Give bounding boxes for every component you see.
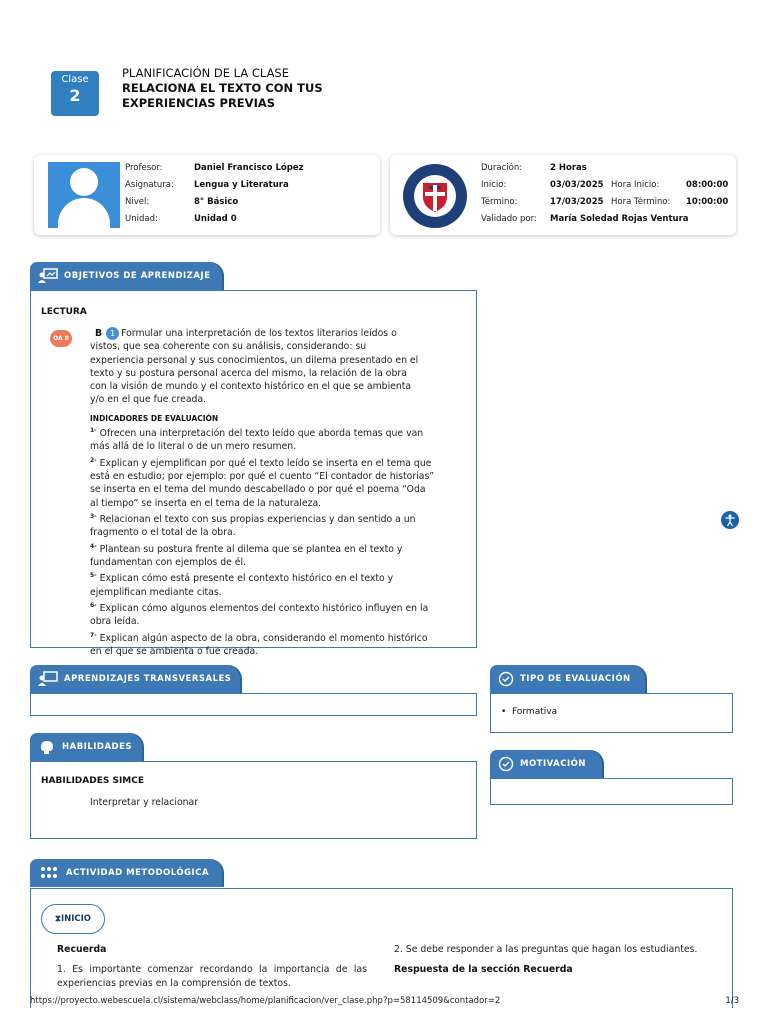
tab-habilidades xyxy=(30,733,142,761)
recuerda-text: 1. Es importante comenzar recordando la importancia de las experiencias previas en la comprensión de textos. xyxy=(57,964,367,989)
check-circle-icon xyxy=(498,756,514,772)
motivacion-section xyxy=(490,778,733,805)
profesor-label: Profesor: xyxy=(125,163,163,173)
tab-objetivos xyxy=(30,262,222,290)
termino-label: Término: xyxy=(481,197,518,207)
habilidades-section xyxy=(30,761,477,839)
recuerda-heading: Recuerda xyxy=(57,944,107,955)
list-item: $^{6-}$ Explican cómo algunos elementos del contexto histórico influyen en la obra leída. xyxy=(90,602,429,628)
validado-value: María Soledad Rojas Ventura xyxy=(550,214,689,224)
check-circle-icon xyxy=(498,671,514,687)
tab-actividad-label: ACTIVIDAD METODOLÓGICA xyxy=(66,868,210,878)
hora-termino-label: Hora Término: xyxy=(611,197,671,207)
tipo-evaluacion-section xyxy=(490,693,733,733)
group-icon xyxy=(38,865,60,881)
tab-objetivos-label: OBJETIVOS DE APRENDIZAJE xyxy=(64,271,211,281)
unidad-label: Unidad: xyxy=(125,214,158,224)
inicio-value: 03/03/2025 xyxy=(550,180,604,190)
duracion-label: Duración: xyxy=(481,163,523,173)
list-item: $^{4-}$ Plantean su postura frente al dilema que se plantea en el texto y fundamentan con ejemplos de él. xyxy=(90,542,403,569)
habilidades-item: Interpretar y relacionar xyxy=(90,797,199,808)
hora-inicio-label: Hora Inicio: xyxy=(611,180,660,190)
list-item: $^{5-}$ Explican cómo está presente el contexto histórico en el texto y ejemplifican mediante citas. xyxy=(90,572,394,598)
tab-motivacion-label: MOTIVACIÓN xyxy=(520,759,586,769)
inicio-label: INICIO xyxy=(60,914,92,924)
termino-value: 17/03/2025 xyxy=(550,197,604,207)
nivel-value: 8° Básico xyxy=(194,197,239,207)
tab-motivacion xyxy=(490,750,602,778)
list-item: • Formativa xyxy=(501,707,558,717)
hora-termino-value: 10:00:00 xyxy=(686,197,729,207)
page-title-line1: RELACIONA EL TEXTO CON TUS xyxy=(122,81,323,95)
schedule-card xyxy=(390,155,736,235)
objetivos-section xyxy=(30,290,477,658)
tab-tipo-label: TIPO DE EVALUACIÓN xyxy=(520,674,631,684)
brain-icon xyxy=(38,739,56,755)
accessibility-icon[interactable] xyxy=(721,511,739,529)
actividad-section xyxy=(30,888,733,1008)
tab-transversales-label: APRENDIZAJES TRANSVERSALES xyxy=(64,674,232,684)
page-footer xyxy=(30,996,739,1006)
page-header xyxy=(122,66,382,110)
clase-badge xyxy=(51,71,99,116)
footer-url: https://proyecto.webescuela.cl/sistema/webclass/home/planificacion/ver_clase.php?p=58114509&contador=2 xyxy=(30,996,501,1006)
nivel-label: Nivel: xyxy=(125,197,150,207)
tab-habilidades-label: HABILIDADES xyxy=(62,742,133,752)
inicio-label: Inicio: xyxy=(481,180,507,190)
tab-tipo-evaluacion xyxy=(490,665,645,693)
schedule-info xyxy=(481,163,728,231)
duracion-value: 2 Horas xyxy=(550,163,587,173)
list-item: $^{1-}$ Ofrecen una interpretación del texto leído que aborda temas que van más allá de lo literal o de un mero resumen. xyxy=(90,427,424,453)
respuesta-heading: Respuesta de la sección Recuerda xyxy=(394,964,573,975)
actividad-left-column xyxy=(57,943,367,991)
asignatura-value: Lengua y Literatura xyxy=(194,180,289,190)
tab-actividad xyxy=(30,859,222,887)
teacher-info xyxy=(125,163,304,231)
teacher-card xyxy=(34,155,380,235)
habilidades-heading: HABILIDADES SIMCE xyxy=(41,776,144,786)
clase-label: Clase xyxy=(61,74,89,85)
page-supertitle: PLANIFICACIÓN DE LA CLASE xyxy=(122,66,290,80)
hourglass-icon: ⧗ xyxy=(54,914,61,924)
footer-page-number: 1/3 xyxy=(725,996,739,1006)
respuesta-text: 2. Se debe responder a las preguntas que hagan los estudiantes. xyxy=(394,944,698,955)
oa-text xyxy=(90,327,420,407)
page-title-line2: EXPERIENCIAS PREVIAS xyxy=(122,96,276,110)
validado-label: Validado por: xyxy=(481,214,537,224)
indicadores-title: INDICADORES DE EVALUACIÓN xyxy=(90,414,219,423)
indicadores-list xyxy=(90,424,435,658)
hora-inicio-value: 08:00:00 xyxy=(686,180,729,190)
clase-number: 2 xyxy=(69,86,81,105)
tab-transversales xyxy=(30,665,240,693)
inicio-button[interactable] xyxy=(41,904,105,934)
presentation-icon xyxy=(38,268,58,284)
asignatura-label: Asignatura: xyxy=(125,180,174,190)
transversales-section xyxy=(30,693,477,716)
presentation-icon xyxy=(38,671,58,687)
oa-number-badge: 1 xyxy=(106,327,119,340)
oa-letter: B xyxy=(95,328,103,339)
list-item: $^{3-}$ Relacionan el texto con sus propias experiencias y dan sentido a un fragmento o el total de la obra. xyxy=(90,512,416,539)
unidad-value: Unidad 0 xyxy=(194,214,237,224)
oa-badge: OA 8 xyxy=(50,330,72,347)
list-item: $^{7-}$ Explican algún aspecto de la obra, considerando el momento histórico en el que se ambienta o fue creada. xyxy=(90,631,428,658)
profesor-value: Daniel Francisco López xyxy=(194,163,304,173)
oa-description: Formular una interpretación de los textos literarios leídos o vistos, que sea coherente con su análisis, considerando: su experiencia personal y sus conocimientos, un dilema presentado en el texto y su postura personal acerca del mismo, la relación de la obra con la visión de mundo y el contexto histórico en el que se ambienta y/o en el que fue creada. xyxy=(90,328,419,406)
lectura-heading: LECTURA xyxy=(41,307,87,317)
actividad-right-column xyxy=(394,943,714,977)
list-item: $^{2-}$ Explican y ejemplifican por qué el texto leído se inserta en el tema que está en estudio; por ejemplo: por qué el cuento “El contador de historias” se inserta en el tema del mundo descabellado o por qué el poema “Oda al tiempo” se inserta en el tema de la naturaleza. xyxy=(90,456,435,509)
avatar xyxy=(48,162,120,228)
school-seal-icon xyxy=(402,163,468,229)
